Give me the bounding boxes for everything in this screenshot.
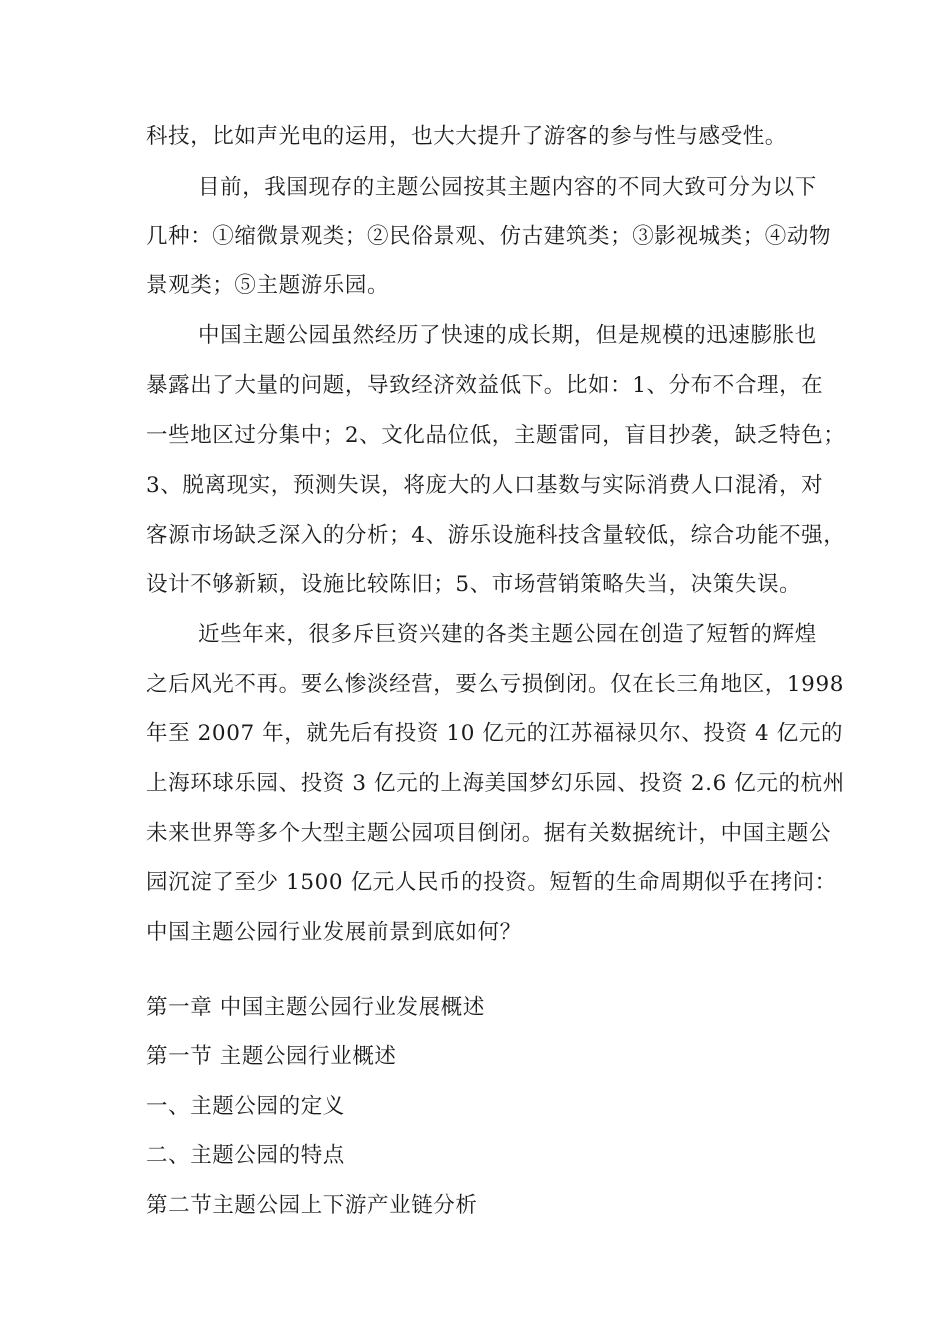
body-line: 暴露出了大量的问题，导致经济效益低下。比如：1、分布不合理，在	[146, 373, 824, 398]
body-line: 目前，我国现存的主题公园按其主题内容的不同大致可分为以下	[198, 175, 817, 200]
subsection-heading: 二、主题公园的特点	[146, 1143, 345, 1168]
body-line: 3、脱离现实，预测失误，将庞大的人口基数与实际消费人口混淆，对	[146, 473, 824, 498]
body-line: 上海环球乐园、投资 3 亿元的上海美国梦幻乐园、投资 2.6 亿元的杭州	[146, 771, 845, 796]
body-line: 园沉淀了至少 1500 亿元人民币的投资。短暂的生命周期似乎在拷问：	[146, 870, 837, 895]
body-line: 设计不够新颖，设施比较陈旧；5、市场营销策略失当，决策失误。	[146, 572, 802, 597]
body-line: 景观类；⑤主题游乐园。	[146, 273, 390, 298]
body-line: 之后风光不再。要么惨淡经营，要么亏损倒闭。仅在长三角地区，1998	[146, 672, 845, 697]
section-heading: 第二节主题公园上下游产业链分析	[146, 1193, 478, 1218]
body-line: 科技，比如声光电的运用，也大大提升了游客的参与性与感受性。	[146, 124, 787, 149]
body-line: 中国主题公园行业发展前景到底如何？	[146, 920, 522, 945]
subsection-heading: 一、主题公园的定义	[146, 1094, 345, 1119]
section-heading: 第一节 主题公园行业概述	[146, 1044, 397, 1069]
body-line: 未来世界等多个大型主题公园项目倒闭。据有关数据统计，中国主题公	[146, 821, 832, 846]
body-line: 近些年来，很多斥巨资兴建的各类主题公园在创造了短暂的辉煌	[198, 622, 817, 647]
body-line: 中国主题公园虽然经历了快速的成长期，但是规模的迅速膨胀也	[198, 323, 817, 348]
body-line: 一些地区过分集中；2、文化品位低，主题雷同，盲目抄袭，缺乏特色；	[146, 423, 846, 448]
body-line: 客源市场缺乏深入的分析；4、游乐设施科技含量较低，综合功能不强，	[146, 523, 846, 548]
chapter-heading: 第一章 中国主题公园行业发展概述	[146, 995, 485, 1020]
body-line: 年至 2007 年，就先后有投资 10 亿元的江苏福禄贝尔、投资 4 亿元的	[146, 721, 844, 746]
body-line: 几种：①缩微景观类；②民俗景观、仿古建筑类；③影视城类；④动物	[146, 224, 832, 249]
